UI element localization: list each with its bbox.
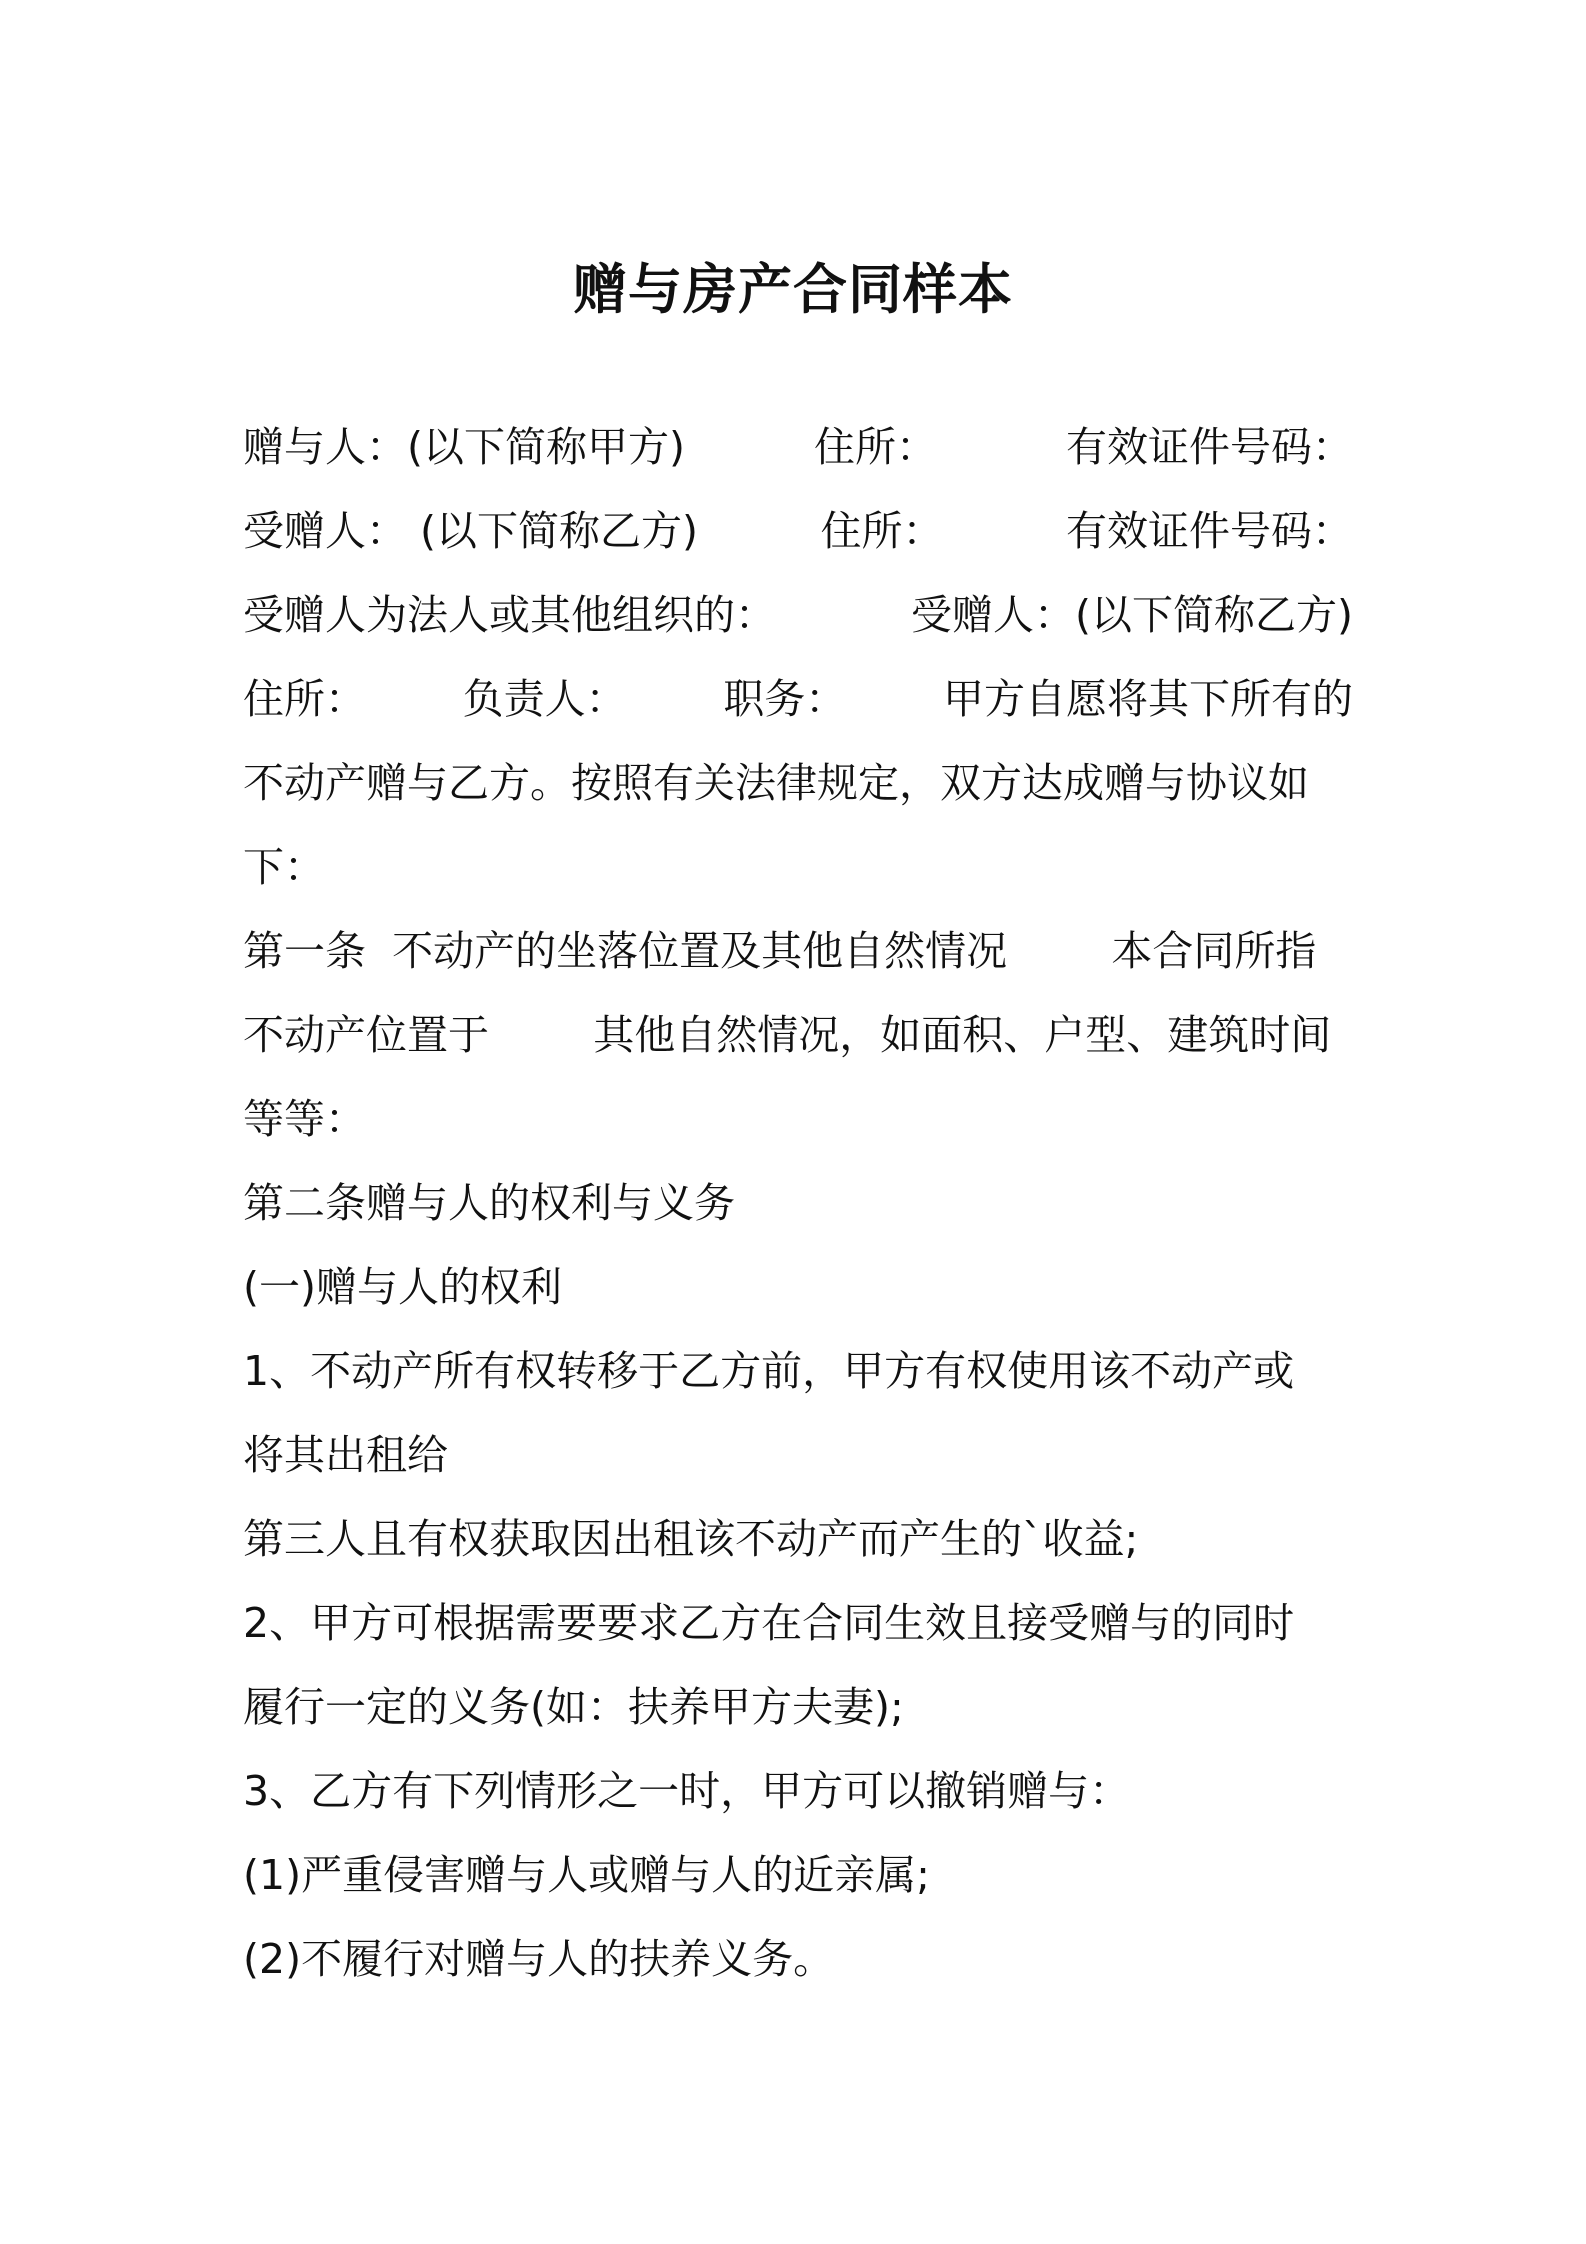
section-heading: (一)赠与人的权利 <box>243 1263 562 1311</box>
article-1-heading: 第一条 不动产的坐落位置及其他自然情况 本合同所指 <box>243 927 1317 975</box>
org-address-label: 住所： <box>243 675 366 723</box>
donee-id-label: 有效证件号码： <box>1066 507 1353 555</box>
document-body <box>243 405 1353 2001</box>
text-line: 下： <box>243 843 325 891</box>
text-line: 不动产位置于 其他自然情况，如面积、户型、建筑时间 <box>243 1011 1332 1059</box>
donor-id-label: 有效证件号码： <box>1066 423 1353 471</box>
text-line: 等等： <box>243 1095 366 1143</box>
text-line: 履行一定的义务(如：扶养甲方夫妻); <box>243 1683 904 1731</box>
article-2-heading: 第二条赠与人的权利与义务 <box>243 1179 735 1227</box>
sub-clause-item: (1)严重侵害赠与人或赠与人的近亲属; <box>243 1851 930 1899</box>
org-principal-label: 负责人： <box>462 675 627 723</box>
text-line: 将其出租给 <box>243 1431 448 1479</box>
clause-item: 2、甲方可根据需要要求乙方在合同生效且接受赠与的同时 <box>243 1599 1295 1647</box>
clause-item: 3、乙方有下列情形之一时，甲方可以撤销赠与： <box>243 1767 1131 1815</box>
donee-address-label: 住所： <box>820 507 944 555</box>
org-position-label: 职务： <box>723 675 847 723</box>
org-donee-label: 受赠人为法人或其他组织的： <box>243 591 776 639</box>
preamble-start: 甲方自愿将其下所有的 <box>942 675 1353 723</box>
text-line: 不动产赠与乙方。按照有关法律规定，双方达成赠与协议如 <box>243 759 1309 807</box>
document-title: 赠与房产合同样本 <box>573 258 1013 321</box>
clause-item: 1、不动产所有权转移于乙方前，甲方有权使用该不动产或 <box>243 1347 1295 1395</box>
header-row-donor <box>243 405 1353 489</box>
header-row-donee <box>243 489 1353 573</box>
header-row-org-donee <box>243 573 1353 657</box>
org-donee-name-label: 受赠人：(以下简称乙方) <box>911 591 1353 639</box>
donor-address-label: 住所： <box>814 423 937 471</box>
header-row-org-details <box>243 657 1353 741</box>
donee-label: 受赠人： (以下简称乙方) <box>243 507 699 555</box>
donor-label: 赠与人：(以下简称甲方) <box>243 423 685 471</box>
text-line: 第三人且有权获取因出租该不动产而产生的`收益; <box>243 1515 1139 1563</box>
sub-clause-item: (2)不履行对赠与人的扶养义务。 <box>243 1935 835 1983</box>
